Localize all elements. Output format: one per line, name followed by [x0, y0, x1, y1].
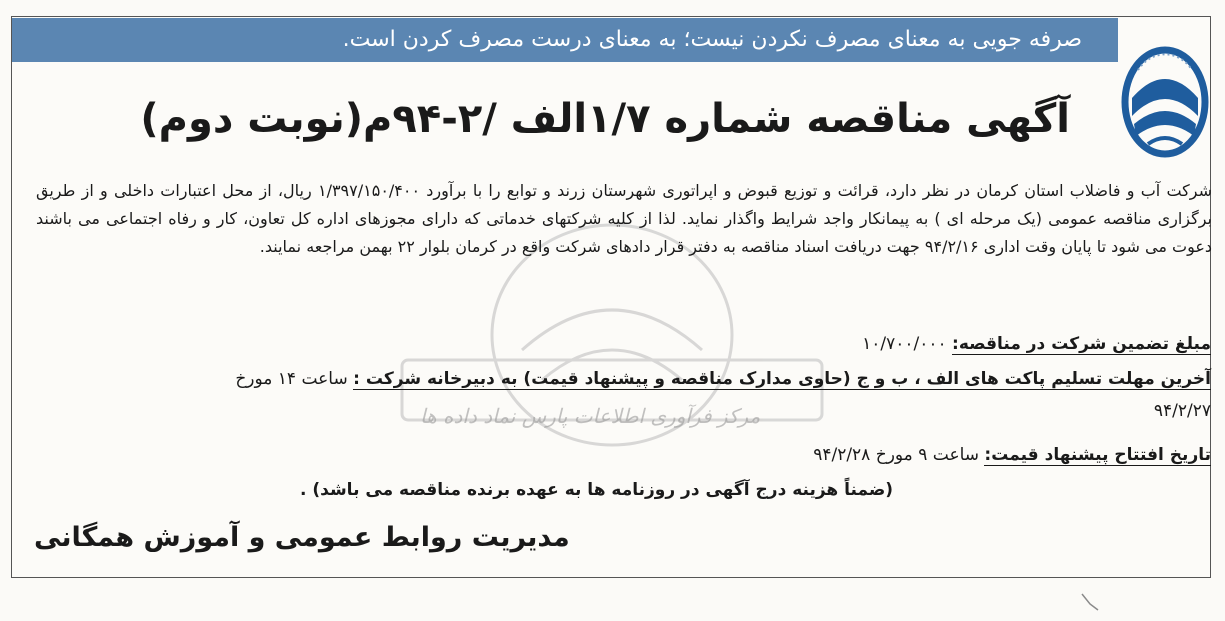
deadline-line [235, 369, 1211, 389]
guarantee-line [862, 334, 1211, 354]
water-company-logo [1118, 20, 1213, 160]
tender-title: آگهی مناقصه شماره ۱/۷الف /۲-۹۴م(نوبت دوم) [140, 96, 1070, 142]
guarantee-label: مبلغ تضمین شرکت در مناقصه: [952, 334, 1211, 354]
slogan-text: صرفه جویی به معنای مصرف نکردن نیست؛ به معنای درست مصرف کردن است. [342, 27, 1082, 52]
opening-line [813, 445, 1211, 465]
guarantee-value: ۱۰/۷۰۰/۰۰۰ [862, 334, 947, 354]
advert-cost-note: (ضمناً هزینه درج آگهی در روزنامه ها به عهده برنده مناقصه می باشد) . [300, 480, 894, 500]
tender-description: شرکت آب و فاضلاب استان کرمان در نظر دارد، قرائت و توزیع قبوض و اپراتوری شهرستان زرند و توابع را با برآورد ۱/۳۹۷/۱۵۰/۴۰۰ ریال، از محل اعتبارات داخلی و از طریق برگزاری مناقصه عمومی (یک مرحله ای ) به پیمانکار واجد شرایط واگذار نماید. لذا از کلیه شرکتهای خدماتی که دارای مجوزهای اداره کل تعاون، کار و رفاه اجتماعی می باشند دعوت می شود تا پایان وقت اداری ۹۴/۲/۱۶ جهت دریافت اسناد مناقصه به دفتر قرار دادهای شرکت واقع در کرمان بلوار ۲۲ بهمن مراجعه نمایند. [36, 181, 1213, 256]
opening-label: تاریخ افتتاح پیشنهاد قیمت: [984, 445, 1211, 465]
deadline-label: آخرین مهلت تسلیم پاکت های الف ، ب و ج (حاوی مدارک مناقصه و پیشنهاد قیمت) به دبیرخانه شرکت : [353, 369, 1211, 389]
slogan-banner [12, 18, 1118, 62]
signature: مدیریت روابط عمومی و آموزش همگانی [34, 522, 570, 553]
deadline-date: ۹۴/۲/۲۷ [1153, 401, 1211, 421]
opening-value: ساعت ۹ مورخ ۹۴/۲/۲۸ [813, 445, 980, 465]
watermark-text: مرکز فرآوری اطلاعات پارس نماد داده ها [420, 404, 761, 428]
deadline-value: ساعت ۱۴ مورخ [235, 369, 348, 389]
scan-mark [1078, 590, 1108, 614]
